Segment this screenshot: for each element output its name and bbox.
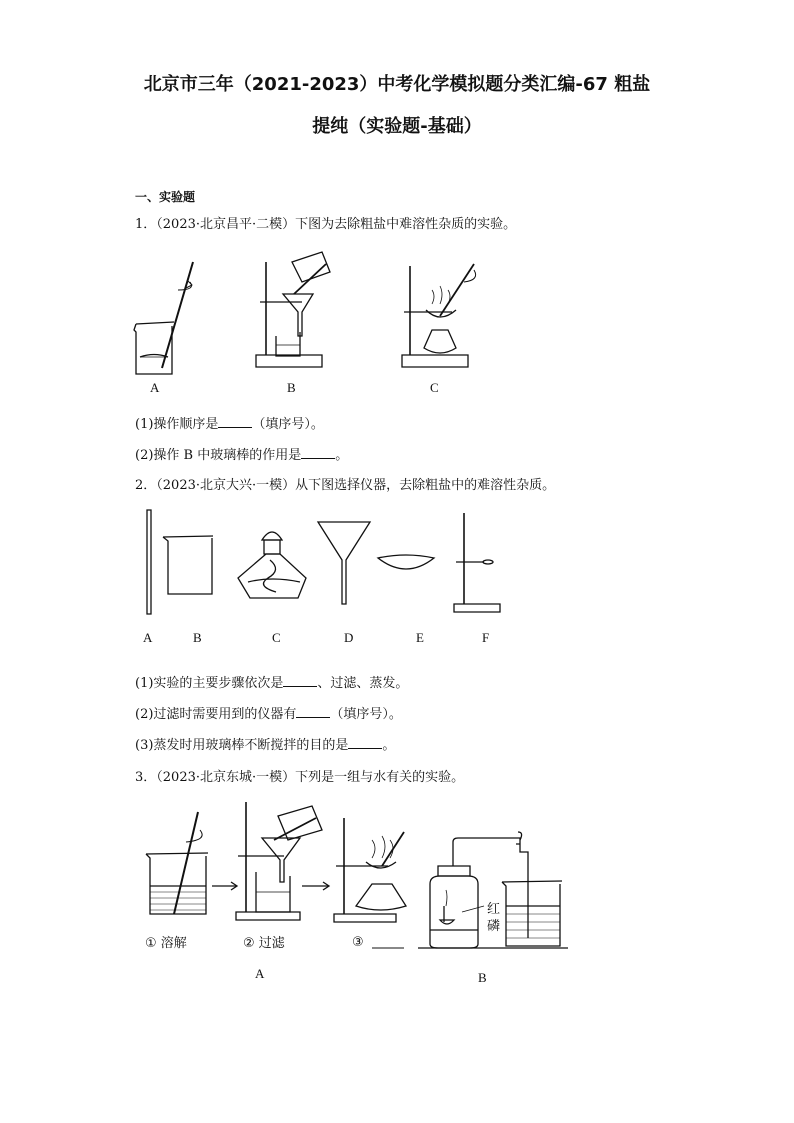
q2-sub2-prefix: (2)过滤时需要用到的仪器有 (135, 707, 297, 722)
q1-sub2-suffix: 。 (335, 448, 349, 463)
q2-label-b: B (193, 630, 202, 645)
q1-sub1-prefix: (1)操作顺序是 (135, 417, 219, 432)
section-heading: 一、实验题 (135, 190, 196, 204)
q3-dissolve-drawing (146, 812, 208, 914)
q3-label-b: B (478, 970, 487, 985)
q2-label-e: E (416, 630, 424, 645)
q2-label-d: D (344, 630, 354, 645)
q3-step2-label: ② 过滤 (243, 936, 285, 951)
q1-sub2-prefix: (2)操作 B 中玻璃棒的作用是 (135, 448, 302, 463)
q2-sub2-suffix: （填序号）。 (330, 707, 402, 722)
q3-evaporate-drawing (334, 818, 406, 948)
q3-label-a: A (255, 966, 265, 981)
q1-label-a: A (150, 380, 160, 395)
q2-sub1-prefix: (1)实验的主要步骤依次是 (135, 676, 284, 691)
q2-label-c: C (272, 630, 281, 645)
q2-label-f: F (482, 630, 490, 645)
q1-stem: 1．（2023·北京昌平·二模）下图为去除粗盐中难溶性杂质的实验。 (135, 217, 517, 232)
q1-label-c: C (430, 380, 439, 395)
q3-phosphorus-label-2: 磷 (487, 919, 501, 934)
q1-label-b: B (287, 380, 296, 395)
q3-stem: 3．（2023·北京东城·一模）下列是一组与水有关的实验。 (135, 770, 465, 785)
q2-sub3-prefix: (3)蒸发时用玻璃棒不断搅拌的目的是 (135, 738, 349, 753)
q3-phosphorus-label-1: 红 (487, 902, 501, 917)
q3-filter-drawing (236, 802, 322, 920)
q2-stem: 2．（2023·北京大兴·一模）从下图选择仪器，去除粗盐中的难溶性杂质。 (135, 478, 556, 493)
q3-step1-label: ① 溶解 (145, 936, 187, 951)
q1-sub1-suffix: （填序号）。 (252, 417, 324, 432)
q2-sub1-suffix: 、过滤、蒸发。 (317, 676, 409, 691)
doc-title-line2: 提纯（实验题-基础） (312, 116, 482, 137)
q2-label-a: A (143, 630, 153, 645)
q3-step3-label: ③ (352, 935, 364, 950)
q2-sub3-suffix: 。 (382, 738, 396, 753)
doc-title-line1: 北京市三年（2021-2023）中考化学模拟题分类汇编-67 粗盐 (143, 74, 651, 95)
